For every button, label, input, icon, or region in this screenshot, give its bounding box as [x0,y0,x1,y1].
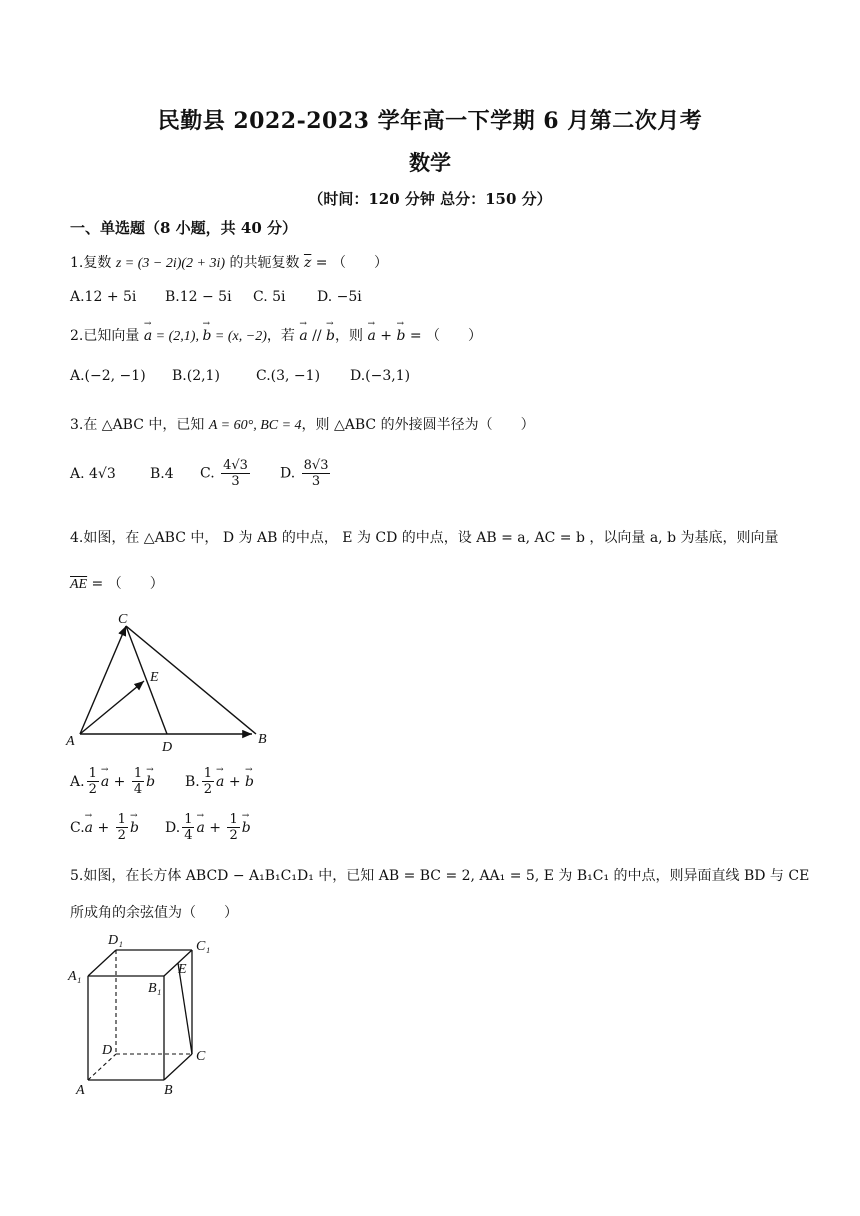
q4-option-a: A. $\frac{1}{2}$ → a + $\frac{1}{4}$ → b [70,766,185,797]
q4-vec-ae: $\overline{AE}$ [70,577,88,592]
q2-plus: + [375,328,397,344]
q2-option-d: D.(−3,1) [350,368,411,384]
q3-pre: 3.在 △ABC 中，已知 [70,417,209,433]
q2-vec-b2: → b [326,328,335,344]
q2-vec-b: → b [202,328,211,344]
q2-vec-a3: → a [367,328,375,344]
q2-option-c: C.(3, −1) [256,368,321,384]
section-heading: 一、单选题（8 小题，共 40 分） [70,219,297,237]
q1-conjugate: $\overline{z}$ [303,255,312,271]
q4-line2-post: = （ ） [87,576,164,592]
q1-option-b: B.12 − 5i [165,289,232,305]
q4-options-row1 [70,766,254,797]
q4-option-d: D. $\frac{1}{4}$ → a + $\frac{1}{2}$ → b [165,812,251,843]
q2-parallel: // [307,328,327,344]
q1-option-a: A.12 + 5i [70,289,137,305]
label-d: D [102,1043,113,1058]
subject-title: 数学 [409,150,451,175]
q1-mid: 的共轭复数 [225,255,304,271]
q4-option-b: B. $\frac{1}{2}$ → a + → b [185,766,254,797]
question-5-line2: 所成角的余弦值为（ ） [70,905,238,921]
q1-option-d: D. −5i [317,289,362,305]
q3-condition: A = 60°, BC = 4 [208,418,302,433]
q2-post: = （ ） [405,328,483,344]
q2-option-b: B.(2,1) [172,368,220,384]
label-c: C [118,612,128,627]
q2-pre: 2.已知向量 [70,328,144,344]
q1-option-c: C. 5i [253,289,286,305]
label-b: B [164,1083,173,1098]
edge-b-c [164,1054,192,1080]
label-b: B [258,732,267,747]
label-c1: C₁ [196,939,211,954]
q2-vec-b3: → b [396,328,405,344]
q3-post: ，则 △ABC 的外接圆半径为（ ） [301,417,535,433]
q3-option-b: B.4 [150,465,174,482]
label-e: E [178,962,187,977]
label-a: A [76,1083,85,1098]
label-d: D [162,740,173,753]
q1-post: = （ ） [311,255,388,271]
edge-d1-a1 [88,950,116,976]
label-d1: D₁ [108,933,123,948]
q4-options-row2 [70,812,251,843]
q2-val-b: = (x, −2) [211,329,267,344]
question-2 [70,325,482,345]
q2-val-a: = (2,1), [152,329,203,344]
q2-option-a: A.(−2, −1) [70,368,146,384]
exam-title: 民勤县 2022-2023 学年高一下学期 6 月第二次月考 [157,108,703,134]
q1-pre: 1.复数 [70,255,116,271]
q3-option-a: A. 4√3 [70,465,116,482]
question-1 [70,252,388,272]
q2-then: ，则 [334,328,368,344]
q3-option-c: C. $\frac{4√3}{3}$ [200,458,248,489]
time-info: （时间：120 分钟 总分：150 分） [308,190,552,208]
label-a: A [66,734,75,749]
question-5-line1: 5.如图，在长方体 ABCD − A₁B₁C₁D₁ 中，已知 AB = BC = 2, AA₁ = 5, E 为 B₁C₁ 的中点，则异面直线 BD 与 CE [70,868,810,884]
label-b1: B₁ [148,981,162,996]
label-c: C [196,1049,206,1064]
segment-ac [80,626,126,734]
q2-vec-a2: → a [299,328,307,344]
q2-mid: ，若 [266,328,300,344]
question-3 [70,414,535,434]
label-a1: A₁ [68,969,82,984]
segment-cb [126,626,256,734]
label-e: E [150,670,159,685]
q1-formula: z = (3 − 2i)(2 + 3i) [115,256,226,271]
q3-option-d: D. $\frac{8√3}{3}$ [280,458,329,489]
q1-options [70,289,362,305]
q2-vec-a: → a [144,328,152,344]
q3-options [70,458,332,489]
cuboid-figure [62,928,232,1098]
triangle-figure [62,608,282,753]
q4-option-c: C. → a + $\frac{1}{2}$ → b [70,812,165,843]
question-4-line2 [70,573,164,593]
question-4-line1: 4.如图，在 △ABC 中， D 为 AB 的中点， E 为 CD 的中点，设 AB = a, AC = b ，以向量 a, b 为基底，则向量 [70,530,779,546]
q2-options [70,368,410,384]
segment-ae [80,681,144,734]
